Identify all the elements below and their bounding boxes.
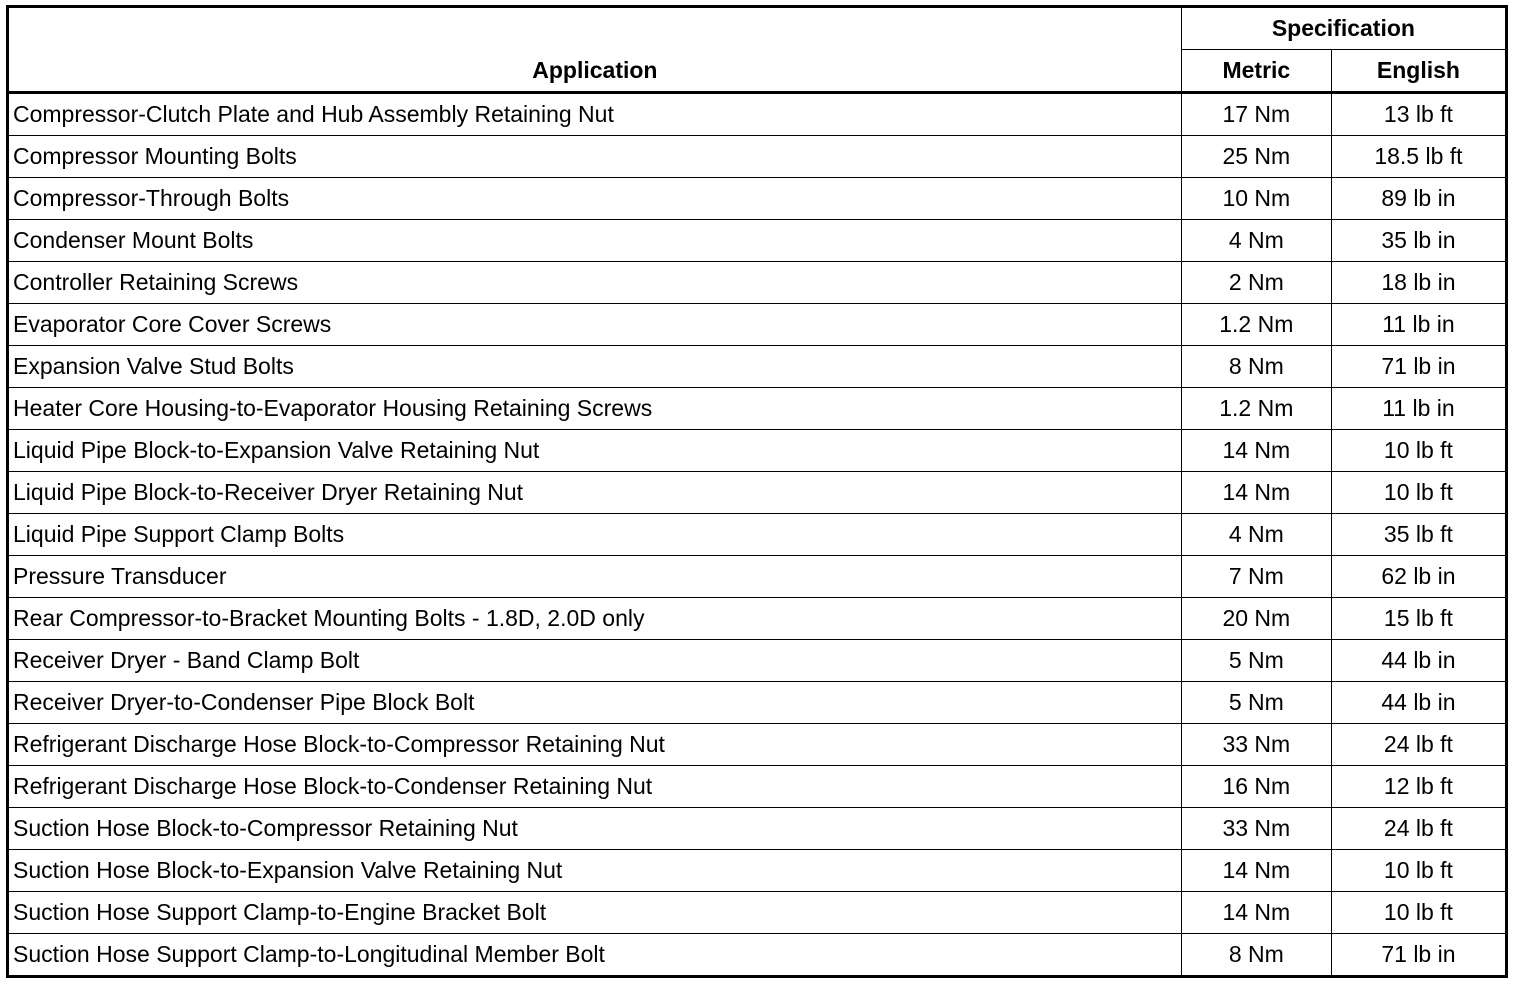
application-cell: Liquid Pipe Support Clamp Bolts — [8, 514, 1182, 556]
metric-value-cell: 1.2 Nm — [1181, 388, 1331, 430]
table-row — [8, 304, 1507, 346]
table-row — [8, 724, 1507, 766]
application-cell: Suction Hose Block-to-Expansion Valve Retaining Nut — [8, 850, 1182, 892]
english-value-cell: 12 lb ft — [1331, 766, 1506, 808]
metric-value-cell: 5 Nm — [1181, 640, 1331, 682]
english-value-cell: 10 lb ft — [1331, 850, 1506, 892]
application-cell: Receiver Dryer-to-Condenser Pipe Block Bolt — [8, 682, 1182, 724]
table-row — [8, 682, 1507, 724]
table-row — [8, 556, 1507, 598]
metric-value-cell: 33 Nm — [1181, 808, 1331, 850]
metric-value-cell: 7 Nm — [1181, 556, 1331, 598]
application-cell: Compressor-Through Bolts — [8, 178, 1182, 220]
metric-value-cell: 16 Nm — [1181, 766, 1331, 808]
application-cell: Receiver Dryer - Band Clamp Bolt — [8, 640, 1182, 682]
metric-column-header: Metric — [1181, 50, 1331, 93]
english-value-cell: 15 lb ft — [1331, 598, 1506, 640]
table-row — [8, 472, 1507, 514]
table-row — [8, 808, 1507, 850]
application-cell: Refrigerant Discharge Hose Block-to-Compressor Retaining Nut — [8, 724, 1182, 766]
table-row — [8, 598, 1507, 640]
metric-value-cell: 10 Nm — [1181, 178, 1331, 220]
english-value-cell: 10 lb ft — [1331, 892, 1506, 934]
metric-value-cell: 14 Nm — [1181, 472, 1331, 514]
metric-value-cell: 4 Nm — [1181, 220, 1331, 262]
fastener-specification-table — [6, 5, 1508, 978]
metric-value-cell: 14 Nm — [1181, 850, 1331, 892]
table-row — [8, 178, 1507, 220]
english-value-cell: 35 lb ft — [1331, 514, 1506, 556]
application-cell: Suction Hose Support Clamp-to-Engine Bracket Bolt — [8, 892, 1182, 934]
application-cell: Compressor-Clutch Plate and Hub Assembly Retaining Nut — [8, 93, 1182, 136]
metric-value-cell: 25 Nm — [1181, 136, 1331, 178]
table-row — [8, 220, 1507, 262]
table-header — [8, 7, 1507, 93]
application-cell: Suction Hose Support Clamp-to-Longitudinal Member Bolt — [8, 934, 1182, 977]
table-row — [8, 346, 1507, 388]
table-row — [8, 640, 1507, 682]
application-cell: Expansion Valve Stud Bolts — [8, 346, 1182, 388]
specification-group-header: Specification — [1181, 7, 1506, 50]
application-cell: Liquid Pipe Block-to-Receiver Dryer Retaining Nut — [8, 472, 1182, 514]
english-value-cell: 44 lb in — [1331, 682, 1506, 724]
metric-value-cell: 8 Nm — [1181, 934, 1331, 977]
english-value-cell: 71 lb in — [1331, 934, 1506, 977]
english-value-cell: 44 lb in — [1331, 640, 1506, 682]
table-body — [8, 93, 1507, 977]
table-row — [8, 262, 1507, 304]
english-value-cell: 71 lb in — [1331, 346, 1506, 388]
application-cell: Evaporator Core Cover Screws — [8, 304, 1182, 346]
english-value-cell: 11 lb in — [1331, 304, 1506, 346]
application-cell: Controller Retaining Screws — [8, 262, 1182, 304]
table-row — [8, 388, 1507, 430]
metric-value-cell: 17 Nm — [1181, 93, 1331, 136]
metric-value-cell: 14 Nm — [1181, 430, 1331, 472]
application-cell: Heater Core Housing-to-Evaporator Housing Retaining Screws — [8, 388, 1182, 430]
metric-value-cell: 2 Nm — [1181, 262, 1331, 304]
application-cell: Refrigerant Discharge Hose Block-to-Condenser Retaining Nut — [8, 766, 1182, 808]
english-value-cell: 11 lb in — [1331, 388, 1506, 430]
application-cell: Rear Compressor-to-Bracket Mounting Bolts - 1.8D, 2.0D only — [8, 598, 1182, 640]
metric-value-cell: 8 Nm — [1181, 346, 1331, 388]
application-cell: Liquid Pipe Block-to-Expansion Valve Retaining Nut — [8, 430, 1182, 472]
table-row — [8, 514, 1507, 556]
english-value-cell: 18.5 lb ft — [1331, 136, 1506, 178]
metric-value-cell: 4 Nm — [1181, 514, 1331, 556]
table-row — [8, 934, 1507, 977]
english-column-header: English — [1331, 50, 1506, 93]
table-row — [8, 892, 1507, 934]
english-value-cell: 13 lb ft — [1331, 93, 1506, 136]
metric-value-cell: 14 Nm — [1181, 892, 1331, 934]
application-cell: Compressor Mounting Bolts — [8, 136, 1182, 178]
english-value-cell: 10 lb ft — [1331, 430, 1506, 472]
header-row-top — [8, 7, 1507, 50]
metric-value-cell: 1.2 Nm — [1181, 304, 1331, 346]
metric-value-cell: 20 Nm — [1181, 598, 1331, 640]
table-row — [8, 136, 1507, 178]
table-row — [8, 766, 1507, 808]
table-row — [8, 93, 1507, 136]
metric-value-cell: 5 Nm — [1181, 682, 1331, 724]
english-value-cell: 89 lb in — [1331, 178, 1506, 220]
table-row — [8, 430, 1507, 472]
english-value-cell: 24 lb ft — [1331, 724, 1506, 766]
english-value-cell: 18 lb in — [1331, 262, 1506, 304]
table-row — [8, 850, 1507, 892]
application-cell: Suction Hose Block-to-Compressor Retaining Nut — [8, 808, 1182, 850]
application-cell: Pressure Transducer — [8, 556, 1182, 598]
application-column-header: Application — [8, 7, 1182, 93]
english-value-cell: 24 lb ft — [1331, 808, 1506, 850]
english-value-cell: 10 lb ft — [1331, 472, 1506, 514]
metric-value-cell: 33 Nm — [1181, 724, 1331, 766]
english-value-cell: 35 lb in — [1331, 220, 1506, 262]
english-value-cell: 62 lb in — [1331, 556, 1506, 598]
application-cell: Condenser Mount Bolts — [8, 220, 1182, 262]
